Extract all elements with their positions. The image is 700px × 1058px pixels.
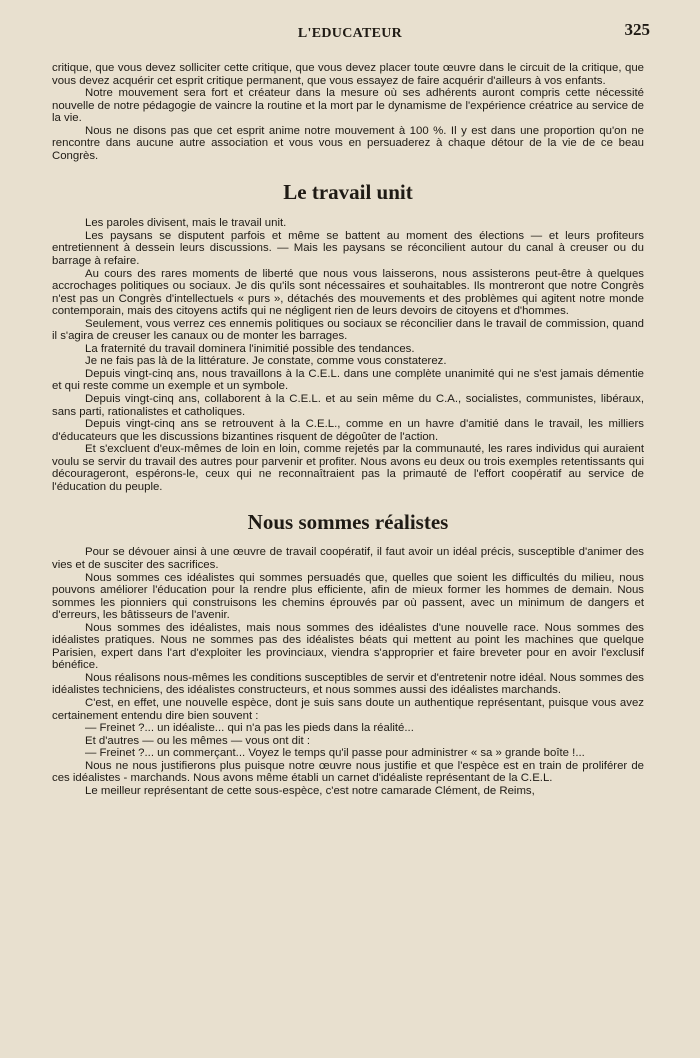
section-paragraph: Et s'excluent d'eux-mêmes de loin en loin, comme rejetés par la communauté, les rares individus qui auraient voulu se servir du travail des autres pour parvenir et profiter. Nous avons eu deux ou trois exemples retentissants qui décourageront, espérons-le, ceux qui ne reconnaîtraient pas la primauté de l'effort coopératif au service de l'éducation du peuple. <box>52 443 644 493</box>
article-body <box>52 62 644 797</box>
page-header <box>0 20 700 44</box>
section-paragraph: Nous réalisons nous-mêmes les conditions susceptibles de servir et d'entretenir notre idéal. Nous sommes des idéalistes techniciens, des idéalistes constructeurs, et nous sommes aussi des idéalistes marchands. <box>52 671 644 697</box>
section-paragraph: Depuis vingt-cinq ans, nous travaillons à la C.E.L. dans une complète unanimité qui ne s'est jamais démentie et qui reste comme un exemple et un symbole. <box>52 367 644 393</box>
section-paragraph: Nous ne nous justifierons plus puisque notre œuvre nous justifie et que l'espèce est en train de proliférer de ces idéalistes - marchands. Nous avons même établi un carnet d'idéaliste représentant de la C.E.L. <box>52 759 644 785</box>
section-paragraph: Au cours des rares moments de liberté que nous vous laisserons, nous assisterons peut-être à quelques accrochages politiques ou sociaux. Je dis qu'ils sont nécessaires et souhaitables. Ils montreront que notre Congrès n'est pas un Congrès d'intellectuels « purs », détachés des mouvements et des problèmes qui agitent notre monde contemporain, mais des citoyens actifs qui ne négligent rien de leurs devoirs de citoyens et d'hommes. <box>52 267 644 318</box>
section-paragraph: Nous sommes ces idéalistes qui sommes persuadés que, quelles que soient les difficultés du milieu, nous pouvons améliorer l'éducation pour la rendre plus efficiente, afin de mieux former les hommes de demain. Nous sommes les pionniers qui construisons les chemins éprouvés par où passent, avec un minimum de dangers et d'erreurs, les bâtisseurs de l'avenir. <box>52 571 644 622</box>
section-paragraph: La fraternité du travail dominera l'inimitié possible des tendances. <box>85 342 415 355</box>
intro-paragraph: Nous ne disons pas que cet esprit anime notre mouvement à 100 %. Il y est dans une proportion qu'on ne rencontre dans aucune autre association et vous vous en persuaderez à chaque détour de la vie de ce beau Congrès. <box>52 124 644 162</box>
page-number: 325 <box>624 20 650 39</box>
section-paragraph: Et d'autres — ou les mêmes — vous ont dit : <box>85 734 311 747</box>
section-paragraph: Nous sommes des idéalistes, mais nous sommes des idéalistes d'une nouvelle race. Nous sommes des idéalistes pratiques. Nous ne sommes pas des idéalistes béats qui mettent au point les machines que quelque Parisien, expert dans l'art d'exploiter les provinciaux, viendra s'approprier et faire breveter pour en avoir l'exclusif bénéfice. <box>52 621 644 672</box>
quote-line: — Freinet ?... un commerçant... Voyez le temps qu'il passe pour administrer « sa » grande boîte !... <box>85 747 585 760</box>
intro-paragraph: critique, que vous devez solliciter cette critique, que vous devez placer toute œuvre dans le circuit de la critique, que vous devez acquérir cet esprit critique permanent, que vous essayez de faire acquérir d'ailleurs à vos enfants. <box>52 62 644 87</box>
section-paragraph: Depuis vingt-cinq ans se retrouvent à la C.E.L., comme en un havre d'amitié dans le travail, les milliers d'éducateurs que les discussions bizantines risquent de dégoûter de l'action. <box>52 418 644 443</box>
section-paragraph: Les paroles divisent, mais le travail unit. <box>85 217 287 230</box>
section-paragraph: Depuis vingt-cinq ans, collaborent à la C.E.L. et au sein même du C.A., socialistes, communistes, libéraux, sans parti, rationalistes et catholiques. <box>52 393 644 418</box>
section-paragraph: C'est, en effet, une nouvelle espèce, dont je suis sans doute un authentique représentant, puisque vous avez certainement entendu dire bien souvent : <box>52 696 644 722</box>
section-paragraph: Pour se dévouer ainsi à une œuvre de travail coopératif, il faut avoir un idéal précis, susceptible d'animer des vies et de susciter des sacrifices. <box>52 546 644 571</box>
section-paragraph: Je ne fais pas là de la littérature. Je constate, comme vous constaterez. <box>85 355 447 368</box>
section-paragraph: Le meilleur représentant de cette sous-espèce, c'est notre camarade Clément, de Reims, <box>85 784 535 797</box>
section-title: Nous sommes réalistes <box>247 510 449 535</box>
section-title: Le travail unit <box>283 180 413 205</box>
journal-title: L'EDUCATEUR <box>297 26 403 41</box>
intro-paragraph: Notre mouvement sera fort et créateur dans la mesure où ses adhérents auront compris cette nécessité nouvelle de notre pédagogie de vaincre la routine et la mort par le dynamisme de l'expérience créatrice au service de la vie. <box>52 87 644 125</box>
section-paragraph: Les paysans se disputent parfois et même se battent au moment des élections — et leurs profiteurs entretiennent à dessein leurs discussions. — Mais les paysans se réconcilient autour du canal à creuser ou du barrage à refaire. <box>52 229 644 268</box>
quote-line: — Freinet ?... un idéaliste... qui n'a pas les pieds dans la réalité... <box>85 722 414 735</box>
section-paragraph: Seulement, vous verrez ces ennemis politiques ou sociaux se réconcilier dans le travail de commission, quand il s'agira de creuser les canaux ou de monter les barrages. <box>52 317 644 343</box>
